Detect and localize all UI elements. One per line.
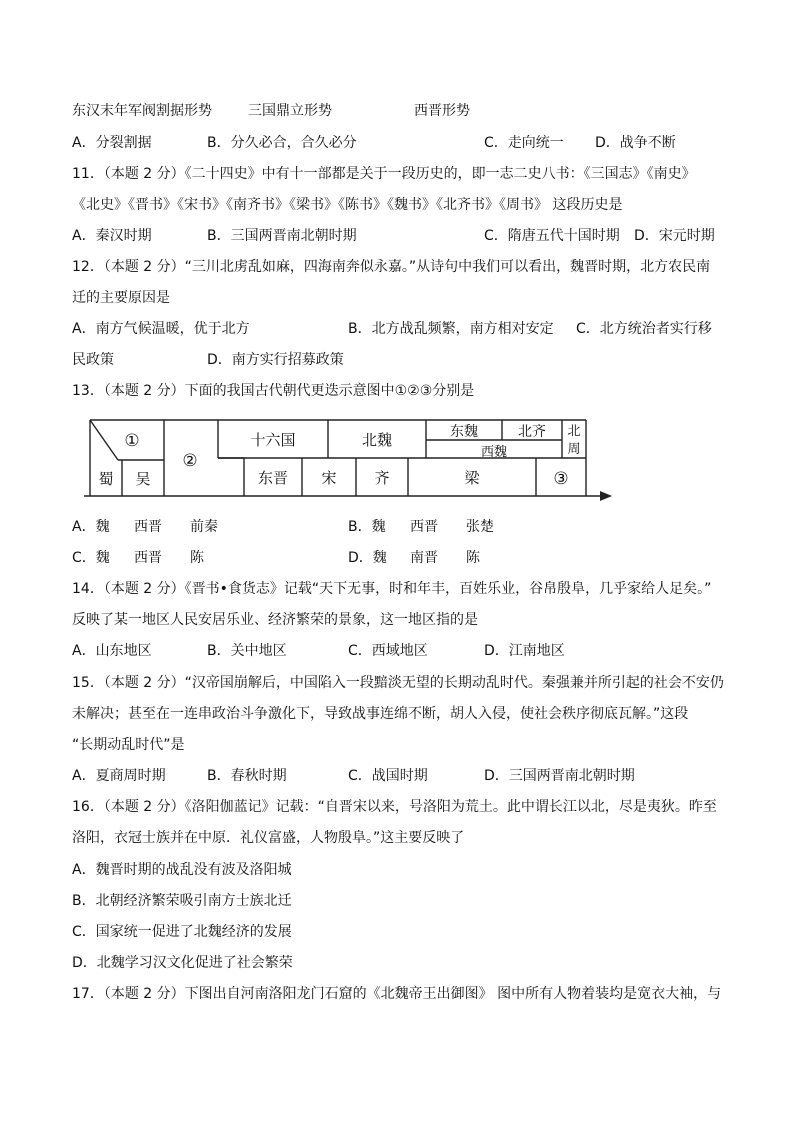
q12-option-d[interactable]: D．南方实行招募政策 xyxy=(207,352,344,368)
caption-three-kingdoms: 三国鼎立形势 xyxy=(248,103,332,119)
q11-stem-line-2: 《北史》《晋书》《宋书》《南齐书》《梁书》《陈书》《魏书》《北齐书》《周书》 这段历史是 xyxy=(72,197,623,213)
q12-option-b[interactable]: B．北方战乱频繁，南方相对安定 xyxy=(348,321,554,337)
q14-option-d[interactable]: D．江南地区 xyxy=(484,643,565,659)
q16-option-d[interactable]: D．北魏学习汉文化促进了社会繁荣 xyxy=(72,955,293,971)
q14-stem-line-1: 14．（本题 2 分）《晋书•食货志》记载“天下无事，时和年丰，百姓乐业，谷帛殷阜，几乎家给人足矣。” xyxy=(72,581,712,597)
q15-stem-line-3: “长期动乱时代”是 xyxy=(72,737,185,753)
q11-option-b[interactable]: B．三国两晋南北朝时期 xyxy=(207,228,357,244)
q15-stem-line-2: 未解决；甚至在一连串政治斗争激化下，导致战事连绵不断，胡人入侵，使社会秩序彻底瓦解。”这段 xyxy=(72,706,689,722)
timeline-label-western-wei: 西魏 xyxy=(480,445,508,460)
dynasty-timeline xyxy=(84,412,614,502)
q16-option-a[interactable]: A．魏晋时期的战乱没有波及洛阳城 xyxy=(72,862,292,878)
q17-stem: 17．（本题 2 分）下图出自河南洛阳龙门石窟的《北魏帝王出御图》 图中所有人物着装均是宽衣大袖，与 xyxy=(72,986,722,1002)
q12-stem-line-2: 迁的主要原因是 xyxy=(72,290,170,306)
q15-option-b[interactable]: B．春秋时期 xyxy=(207,768,287,784)
q16-option-c[interactable]: C．国家统一促进了北魏经济的发展 xyxy=(72,924,292,940)
timeline-label-eastern-wei: 东魏 xyxy=(450,424,478,440)
q14-option-b[interactable]: B．关中地区 xyxy=(207,643,287,659)
caption-han-warlords: 东汉末年军阀割据形势 xyxy=(72,103,212,119)
timeline-label-northern-wei: 北魏 xyxy=(361,431,393,449)
q11-option-c[interactable]: C．隋唐五代十国时期 xyxy=(484,228,620,244)
q12-option-c-cont: 民政策 xyxy=(72,352,114,368)
q11-option-d[interactable]: D．宋元时期 xyxy=(634,228,715,244)
q12-stem-line-1: 12．（本题 2 分）“三川北虏乱如麻，四海南奔似永嘉。”从诗句中我们可以看出，魏晋时期，北方农民南 xyxy=(72,259,711,275)
q14-option-c[interactable]: C．西域地区 xyxy=(348,643,428,659)
q14-option-a[interactable]: A．山东地区 xyxy=(72,643,152,659)
q15-option-d[interactable]: D．三国两晋南北朝时期 xyxy=(484,768,635,784)
timeline-label-song: 宋 xyxy=(321,469,337,487)
q12-option-c[interactable]: C．北方统治者实行移 xyxy=(576,321,712,337)
q13-stem: 13．（本题 2 分）下面的我国古代朝代更迭示意图中①②③分别是 xyxy=(72,383,475,399)
timeline-label-shu: 蜀 xyxy=(98,470,114,488)
q16-stem-line-2: 洛阳，衣冠士族并在中原．礼仪富盛，人物殷阜。”这主要反映了 xyxy=(72,830,465,846)
q11-option-a[interactable]: A．秦汉时期 xyxy=(72,228,152,244)
timeline-label-3: ③ xyxy=(553,469,569,489)
q16-option-b[interactable]: B．北朝经济繁荣吸引南方士族北迁 xyxy=(72,893,292,909)
q10-option-a[interactable]: A．分裂割据 xyxy=(72,135,152,151)
timeline-label-eastern-jin: 东晋 xyxy=(257,469,289,487)
caption-western-jin: 西晋形势 xyxy=(414,103,470,119)
q15-stem-line-1: 15．（本题 2 分）“汉帝国崩解后，中国陷入一段黯淡无望的长期动乱时代。秦强兼并所引起的社会不安仍 xyxy=(72,675,724,691)
q10-option-c[interactable]: C．走向统一 xyxy=(484,135,564,151)
timeline-label-liang: 梁 xyxy=(464,469,480,487)
timeline-label-2: ② xyxy=(182,451,198,471)
timeline-label-sixteen-kingdoms: 十六国 xyxy=(250,431,296,449)
q14-stem-line-2: 反映了某一地区人民安居乐业、经济繁荣的景象，这一地区指的是 xyxy=(72,612,478,628)
q16-stem-line-1: 16．（本题 2 分）《洛阳伽蓝记》记载：“自晋宋以来，号洛阳为荒土。此中谓长江以北，尽是夷狄。昨至 xyxy=(72,799,717,815)
q10-option-d[interactable]: D．战争不断 xyxy=(595,135,676,151)
q15-option-c[interactable]: C．战国时期 xyxy=(348,768,428,784)
q11-stem-line-1: 11．（本题 2 分）《二十四史》中有十一部都是关于一段历史的，即一志二史八书：《三国志》《南史》 xyxy=(72,166,696,182)
timeline-label-qi: 齐 xyxy=(374,469,390,487)
q12-option-a[interactable]: A．南方气候温暖，优于北方 xyxy=(72,321,250,337)
q15-option-a[interactable]: A．夏商周时期 xyxy=(72,768,166,784)
timeline-label-1: ① xyxy=(124,431,140,451)
timeline-label-wu: 吴 xyxy=(135,470,151,488)
timeline-label-north: 北 xyxy=(567,424,581,439)
q10-option-b[interactable]: B．分久必合，合久必分 xyxy=(207,135,357,151)
timeline-label-zhou: 周 xyxy=(567,442,581,457)
timeline-label-northern-qi: 北齐 xyxy=(518,424,546,440)
